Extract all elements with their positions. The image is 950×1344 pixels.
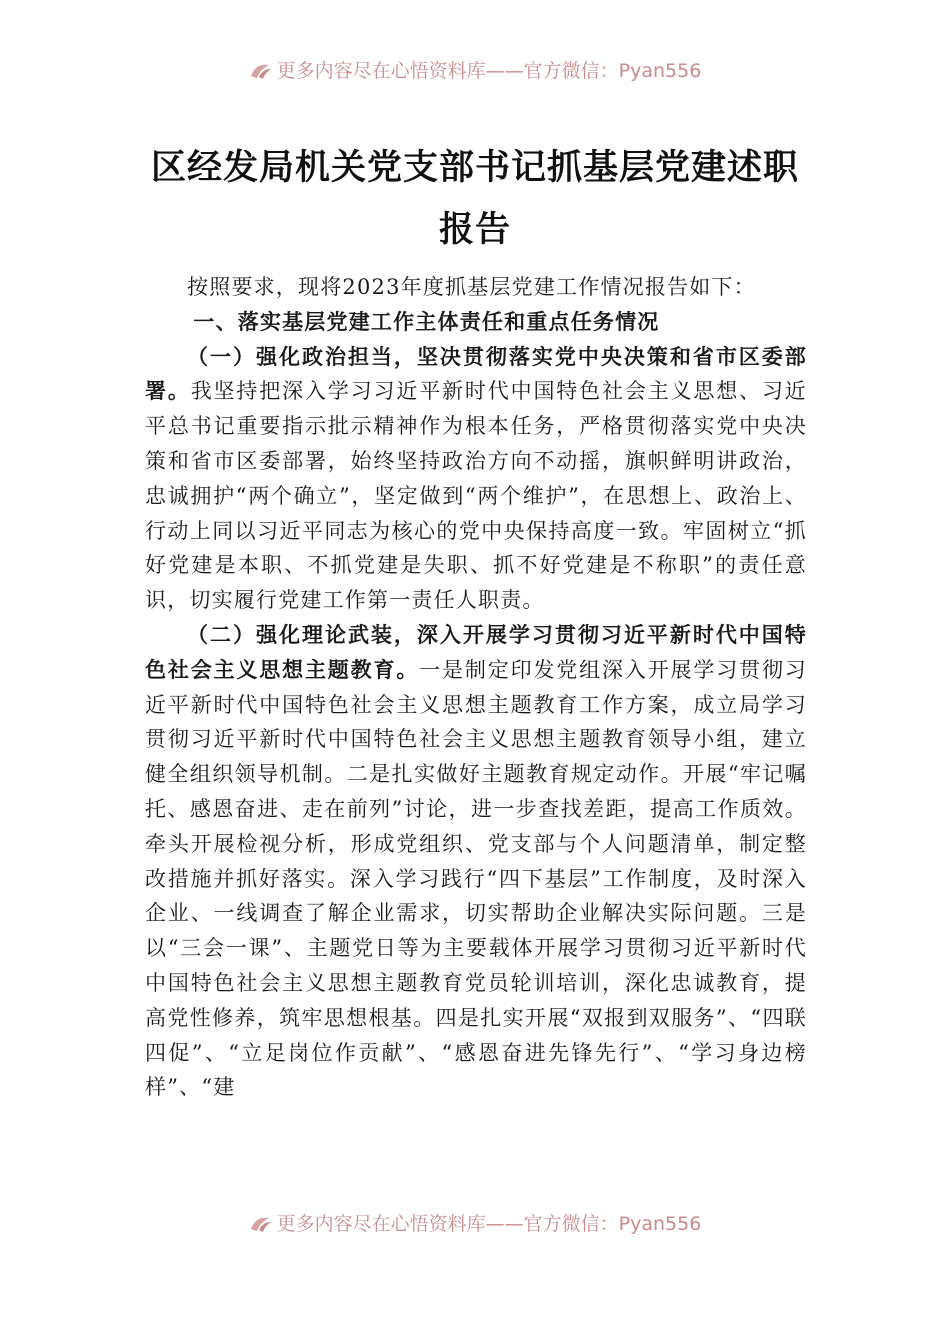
title-line-2: 报告 xyxy=(438,210,511,250)
item-2-paragraph xyxy=(145,618,807,1105)
item-1-body: 我坚持把深入学习习近平新时代中国特色社会主义思想、习近平总书记重要指示批示精神作为根本任务，严格贯彻落实党中央决策和省市区委部署，始终坚持政治方向不动摇，旗帜鲜明讲政治，忠诚拥护“两个确立”，坚定做到“两个维护”，在思想上、政治上、行动上同以习近平同志为核心的党中央保持高度一致。牢固树立“抓好党建是本职、不抓党建是失职、抓不好党建是不称职”的责任意识，切实履行党建工作第一责任人职责。 xyxy=(145,379,807,613)
watermark-text: 更多内容尽在心悟资料库——官方微信：Pyan556 xyxy=(276,60,702,82)
watermark-footer xyxy=(0,1211,950,1237)
intro-paragraph: 按照要求，现将2023年度抓基层党建工作情况报告如下： xyxy=(187,275,756,299)
brand-logo-icon xyxy=(249,62,273,80)
document-body xyxy=(145,270,807,1105)
title-line-1: 区经发局机关党支部书记抓基层党建述职 xyxy=(150,148,799,188)
watermark-text: 更多内容尽在心悟资料库——官方微信：Pyan556 xyxy=(276,1213,702,1235)
section-1-heading: 一、落实基层党建工作主体责任和重点任务情况 xyxy=(193,309,660,334)
item-2-lead: （二）强化理论武装，深入开展学习贯彻习近平新时代中国特色社会主义思想主题教育。 xyxy=(145,621,807,682)
brand-logo-icon xyxy=(249,1215,273,1233)
item-1-paragraph xyxy=(145,340,807,618)
watermark-header xyxy=(0,58,950,84)
item-1-lead: （一）强化政治担当，坚决贯彻落实党中央决策和省市区委部署。 xyxy=(145,343,807,404)
document-title xyxy=(140,137,810,261)
item-2-body: 一是制定印发党组深入开展学习贯彻习近平新时代中国特色社会主义思想主题教育工作方案，成立局学习贯彻习近平新时代中国特色社会主义思想主题教育领导小组，建立健全组织领导机制。二是扎实做好主题教育规定动作。开展“牢记嘱托、感恩奋进、走在前列”讨论，进一步查找差距，提高工作质效。牵头开展检视分析，形成党组织、党支部与个人问题清单，制定整改措施并抓好落实。深入学习践行“四下基层”工作制度，及时深入企业、一线调查了解企业需求，切实帮助企业解决实际问题。三是以“三会一课”、主题党日等为主要载体开展学习贯彻习近平新时代中国特色社会主义思想主题教育党员轮训培训，深化忠诚教育，提高党性修养，筑牢思想根基。四是扎实开展“双报到双服务”、“四联四促”、“立足岗位作贡献”、“感恩奋进先锋先行”、“学习身边榜样”、“建 xyxy=(145,657,807,1100)
